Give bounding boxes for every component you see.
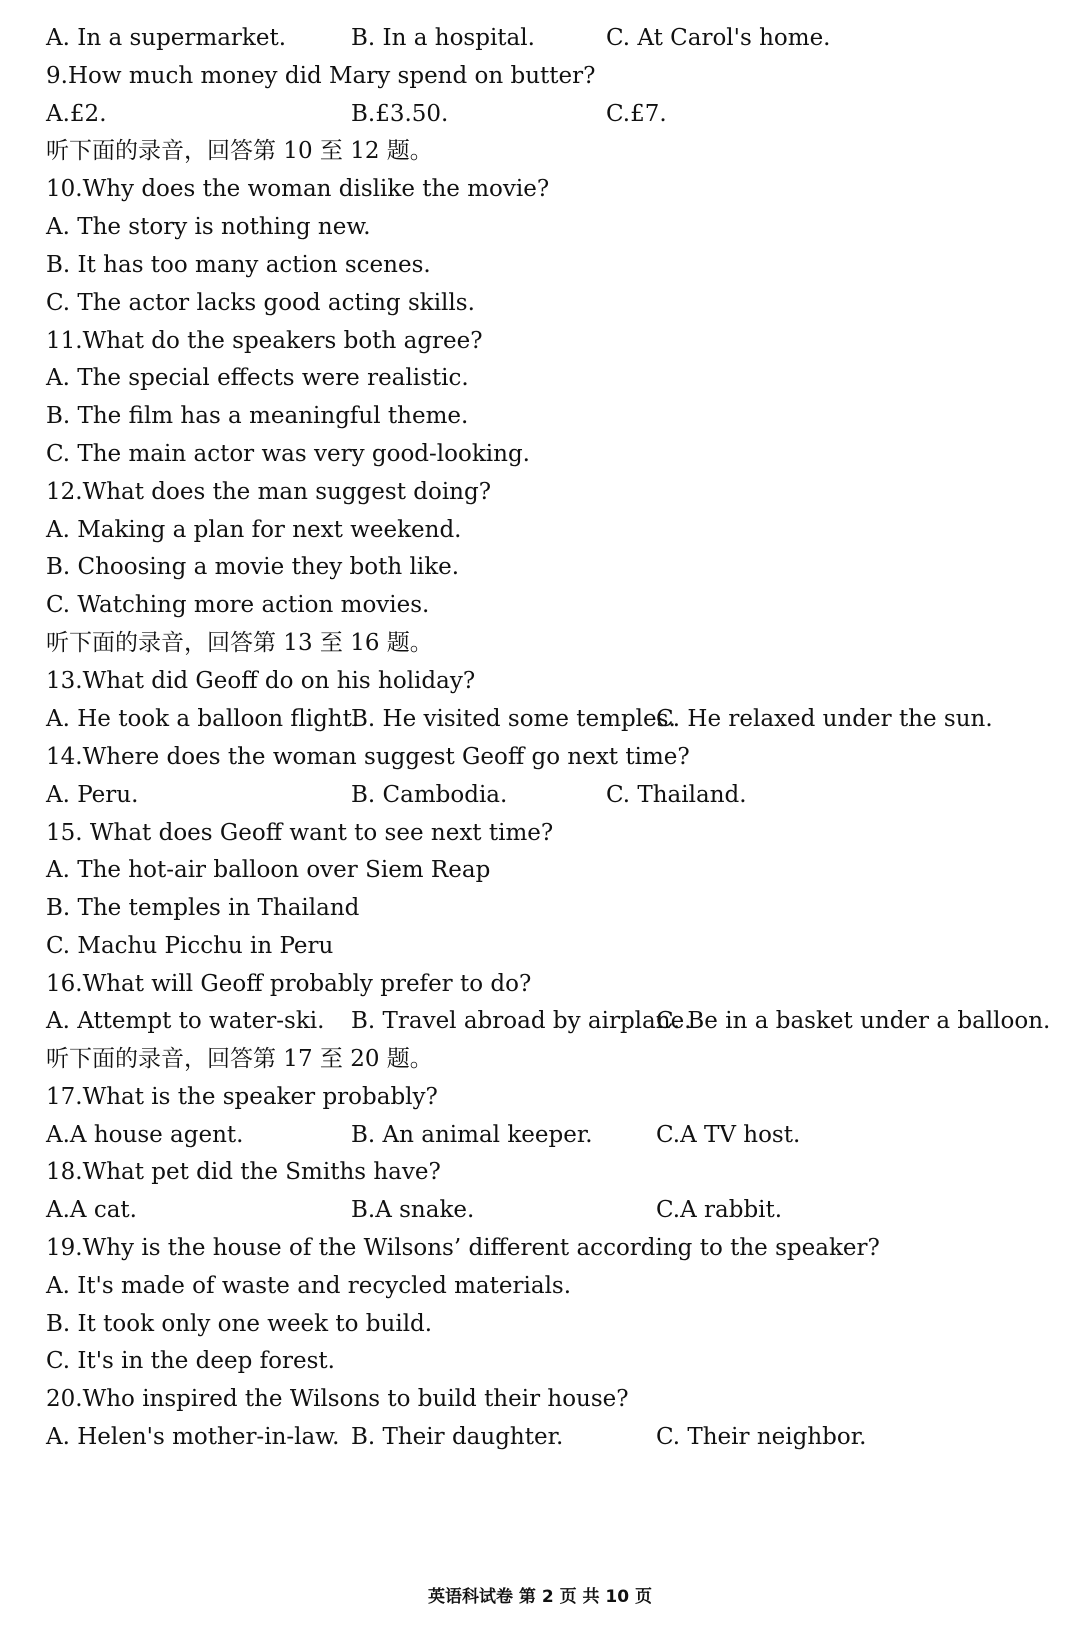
answer-option: B. In a hospital.	[351, 25, 535, 51]
question-stem: 13.What did Geoff do on his holiday?	[46, 668, 476, 694]
answer-option: C. Be in a basket under a balloon.	[656, 1008, 1051, 1034]
answer-option: A. Helen's mother-in-law.	[46, 1424, 340, 1450]
page-footer: 英语科试卷 第 2 页 共 10 页	[428, 1587, 652, 1607]
answer-option: C. At Carol's home.	[606, 25, 831, 51]
answer-option: B. The temples in Thailand	[46, 895, 360, 921]
question-stem: 10.Why does the woman dislike the movie?	[46, 176, 550, 202]
answer-option: A.A house agent.	[46, 1122, 244, 1148]
answer-option: B. Travel abroad by airplane.	[351, 1008, 692, 1034]
answer-option: C. The main actor was very good-looking.	[46, 441, 530, 467]
answer-option: C. It's in the deep forest.	[46, 1348, 335, 1374]
question-stem: 9.How much money did Mary spend on butter?	[46, 63, 596, 89]
answer-option: A.£2.	[46, 101, 107, 127]
answer-option: C. He relaxed under the sun.	[656, 706, 993, 732]
question-stem: 15. What does Geoff want to see next time?	[46, 820, 554, 846]
answer-option: B.£3.50.	[351, 101, 449, 127]
section-instruction: 听下面的录音，回答第 17 至 20 题。	[46, 1046, 433, 1072]
answer-option: A. The special effects were realistic.	[46, 365, 469, 391]
answer-option: C.£7.	[606, 101, 667, 127]
question-stem: 12.What does the man suggest doing?	[46, 479, 492, 505]
answer-option: B. Cambodia.	[351, 782, 508, 808]
answer-option: B.A snake.	[351, 1197, 475, 1223]
answer-option: B. Their daughter.	[351, 1424, 564, 1450]
question-stem: 18.What pet did the Smiths have?	[46, 1159, 441, 1185]
answer-option: B. The film has a meaningful theme.	[46, 403, 469, 429]
answer-option: A. Attempt to water-ski.	[46, 1008, 325, 1034]
answer-option: C. Their neighbor.	[656, 1424, 867, 1450]
answer-option: C. The actor lacks good acting skills.	[46, 290, 475, 316]
answer-option: B. It took only one week to build.	[46, 1311, 433, 1337]
question-stem: 16.What will Geoff probably prefer to do?	[46, 971, 532, 997]
answer-option: C. Thailand.	[606, 782, 747, 808]
answer-option: A.A cat.	[46, 1197, 137, 1223]
question-stem: 17.What is the speaker probably?	[46, 1084, 438, 1110]
question-stem: 11.What do the speakers both agree?	[46, 328, 483, 354]
answer-option: B. An animal keeper.	[351, 1122, 593, 1148]
answer-option: C. Watching more action movies.	[46, 592, 430, 618]
answer-option: A. The story is nothing new.	[46, 214, 371, 240]
answer-option: A. It's made of waste and recycled materials.	[46, 1273, 572, 1299]
answer-option: B. He visited some temples.	[351, 706, 676, 732]
answer-option: A. In a supermarket.	[46, 25, 287, 51]
answer-option: B. Choosing a movie they both like.	[46, 554, 460, 580]
answer-option: C.A TV host.	[656, 1122, 801, 1148]
answer-option: A. He took a balloon flight.	[46, 706, 360, 732]
answer-option: A. Peru.	[46, 782, 139, 808]
question-stem: 20.Who inspired the Wilsons to build their house?	[46, 1386, 629, 1412]
answer-option: A. The hot-air balloon over Siem Reap	[46, 857, 491, 883]
question-stem: 14.Where does the woman suggest Geoff go next time?	[46, 744, 690, 770]
answer-option: C.A rabbit.	[656, 1197, 783, 1223]
answer-option: B. It has too many action scenes.	[46, 252, 431, 278]
section-instruction: 听下面的录音，回答第 13 至 16 题。	[46, 630, 433, 656]
answer-option: C. Machu Picchu in Peru	[46, 933, 334, 959]
question-stem: 19.Why is the house of the Wilsons’ different according to the speaker?	[46, 1235, 880, 1261]
answer-option: A. Making a plan for next weekend.	[46, 517, 462, 543]
section-instruction: 听下面的录音，回答第 10 至 12 题。	[46, 138, 433, 164]
